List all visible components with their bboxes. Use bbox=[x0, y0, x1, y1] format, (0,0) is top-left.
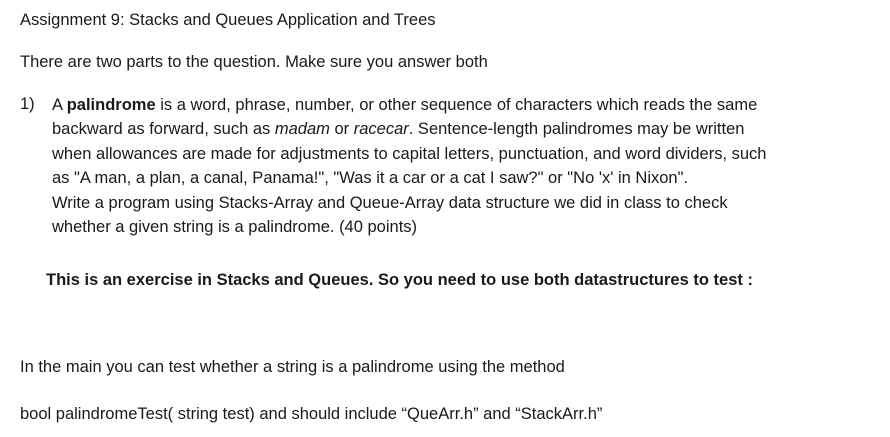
question-line-1-post: is a word, phrase, number, or other sequence of characters which reads the same bbox=[155, 96, 758, 114]
assignment-title: Assignment 9: Stacks and Queues Application and Trees bbox=[20, 11, 436, 29]
example-madam: madam bbox=[274, 120, 330, 139]
question-line-2-pre: backward as forward, such as bbox=[52, 120, 275, 139]
question-line-2 bbox=[52, 117, 882, 141]
question-number: 1) bbox=[20, 95, 35, 113]
question-line-2-post: . Sentence-length palindromes may be written bbox=[408, 120, 745, 139]
main-instructions: In the main you can test whether a string is a palindrome using the method bbox=[20, 358, 565, 376]
method-signature: bool palindromeTest( string test) and should include “QueArr.h” and “StackArr.h” bbox=[20, 405, 603, 423]
question-body bbox=[52, 93, 882, 239]
question-line-2-mid: or bbox=[329, 120, 354, 139]
example-racecar: racecar bbox=[353, 120, 409, 139]
question-line-1-pre: A bbox=[52, 96, 67, 114]
emphasis-note: This is an exercise in Stacks and Queues. So you need to use both datastructures to test : bbox=[46, 271, 753, 289]
intro-text: There are two parts to the question. Make sure you answer both bbox=[20, 53, 488, 71]
question-line-6: whether a given string is a palindrome. (40 points) bbox=[52, 218, 418, 237]
question-line-5: Write a program using Stacks-Array and Queue-Array data structure we did in class to check bbox=[52, 193, 728, 212]
question-line-3: when allowances are made for adjustments to capital letters, punctuation, and word dividers, such bbox=[52, 144, 767, 163]
question-line-4: as "A man, a plan, a canal, Panama!", "Was it a car or a cat I saw?" or "No 'x' in Nixon". bbox=[52, 169, 689, 188]
question-line-1 bbox=[52, 93, 882, 117]
palindrome-term: palindrome bbox=[66, 96, 156, 114]
